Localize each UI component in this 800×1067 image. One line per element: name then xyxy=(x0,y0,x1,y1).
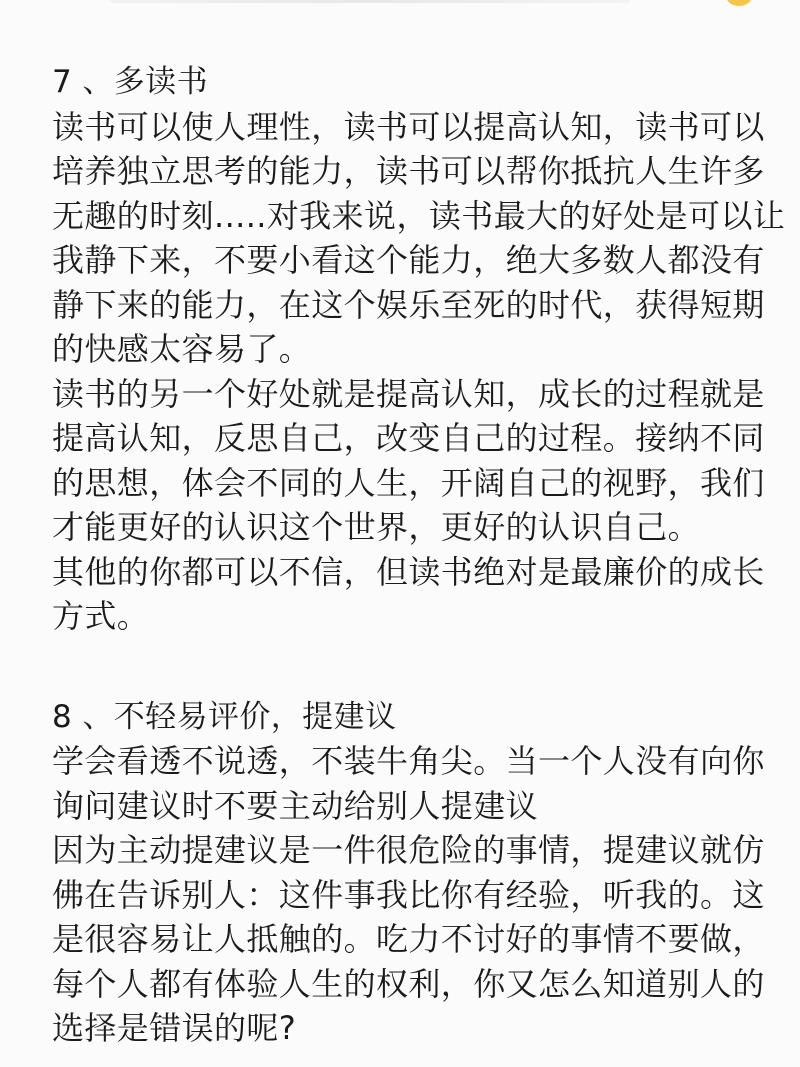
paragraph-line: 选择是错误的呢? xyxy=(52,1009,297,1047)
paragraph-line: 佛在告诉别人：这件事我比你有经验，听我的。这 xyxy=(52,875,765,914)
paragraph-line: 静下来的能力，在这个娱乐至死的时代，获得短期 xyxy=(52,285,765,324)
paragraph-line: 提高认知，反思自己，改变自己的过程。接纳不同 xyxy=(52,419,765,457)
paragraph-line: 无趣的时刻.....对我来说，读书最大的好处是可以让 xyxy=(52,196,786,235)
paragraph-line: 的快感太容易了。 xyxy=(52,330,312,368)
paragraph-line: 我静下来，不要小看这个能力，绝大多数人都没有 xyxy=(52,241,765,279)
paragraph-line: 是很容易让人抵触的。吃力不讨好的事情不要做， xyxy=(52,920,765,958)
paragraph-line: 的思想，体会不同的人生，开阔自己的视野，我们 xyxy=(52,463,765,502)
paragraph-line: 方式。 xyxy=(52,597,150,635)
paragraph-line: 才能更好的认识这个世界，更好的认识自己。 xyxy=(52,508,701,546)
section-spacer xyxy=(52,639,762,695)
paragraph-line: 因为主动提建议是一件很危险的事情，提建议就仿 xyxy=(52,831,765,869)
cropped-text-remnant xyxy=(110,0,630,3)
paragraph-line: 培养独立思考的能力，读书可以帮你抵抗人生许多 xyxy=(52,152,765,190)
section-8 xyxy=(52,695,765,1051)
cropped-top-strip xyxy=(0,0,800,8)
paragraph-line: 读书可以使人理性，读书可以提高认知，读书可以 xyxy=(52,107,765,146)
section-7 xyxy=(52,60,786,639)
paragraph-line: 询问建议时不要主动给别人提建议 xyxy=(52,786,539,825)
paragraph-line: 读书的另一个好处就是提高认知，成长的过程就是 xyxy=(52,374,765,413)
paragraph-line: 每个人都有体验人生的权利，你又怎么知道别人的 xyxy=(52,964,765,1003)
article-body xyxy=(52,60,786,1051)
paragraph-line: 学会看透不说透，不装牛角尖。当一个人没有向你 xyxy=(52,742,765,780)
section-heading: 8 、不轻易评价，提建议 xyxy=(52,698,397,735)
section-heading: 7 、多读书 xyxy=(52,64,208,100)
paragraph-line: 其他的你都可以不信，但读书绝对是最廉价的成长 xyxy=(52,552,765,591)
